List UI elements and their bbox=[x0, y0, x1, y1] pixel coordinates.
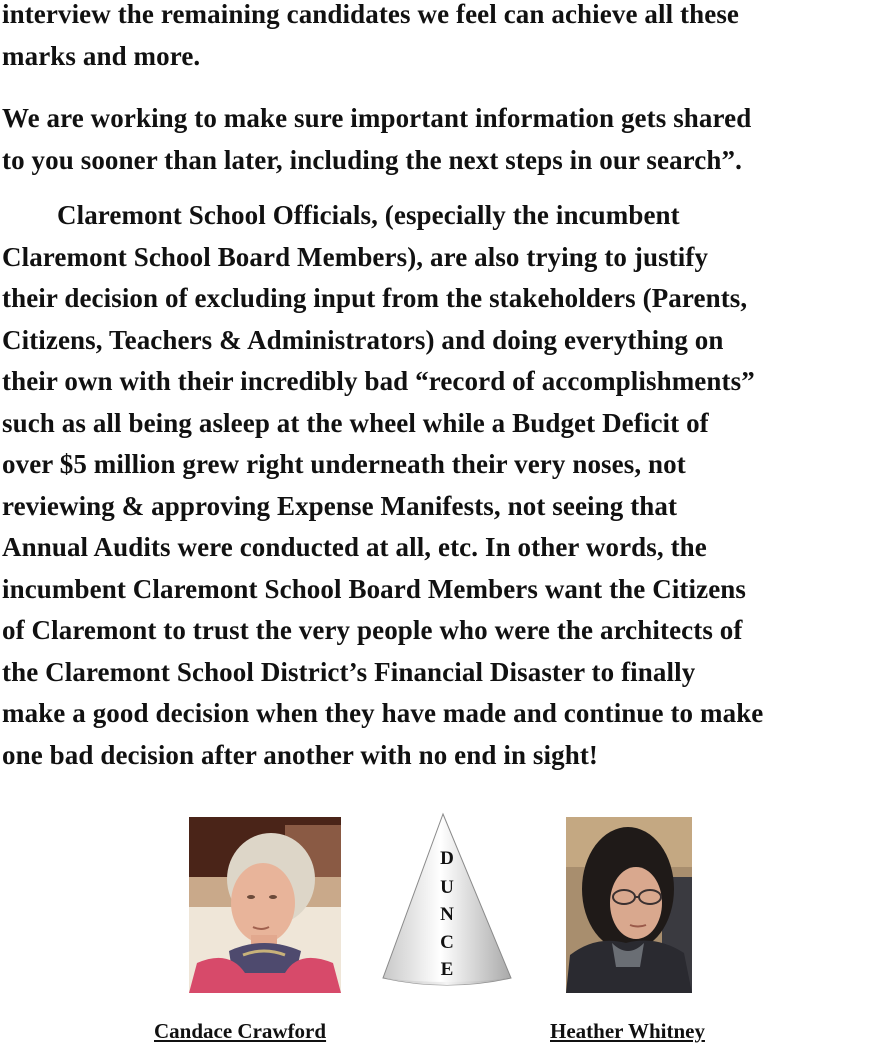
text-line: Claremont School Board Members), are also trying to justify bbox=[2, 241, 709, 272]
text-line: reviewing & approving Expense Manifests, not seeing that bbox=[2, 490, 678, 521]
dunce-letter: D bbox=[440, 848, 454, 869]
text-line: marks and more. bbox=[2, 40, 201, 71]
text-line: interview the remaining candidates we feel can achieve all these bbox=[2, 0, 740, 29]
left-photo-caption: Candace Crawford bbox=[154, 1019, 327, 1043]
dunce-letter: E bbox=[440, 959, 454, 980]
text-line: the Claremont School District’s Financial Disaster to finally bbox=[2, 656, 696, 687]
text-line: Citizens, Teachers & Administrators) and doing everything on bbox=[2, 324, 724, 355]
text-line: such as all being asleep at the wheel while a Budget Deficit of bbox=[2, 407, 709, 438]
text-line: of Claremont to trust the very people who were the architects of bbox=[2, 615, 743, 645]
right-photo-caption: Heather Whitney bbox=[550, 1019, 705, 1043]
paragraph-2 bbox=[2, 98, 880, 181]
dunce-letter: U bbox=[440, 877, 454, 898]
dunce-cap-graphic bbox=[381, 812, 513, 988]
text-line: make a good decision when they have made and continue to make bbox=[2, 698, 764, 728]
candace-crawford-photo bbox=[189, 817, 341, 993]
text-line: to you sooner than later, including the next steps in our search”. bbox=[2, 144, 742, 175]
text-line: over $5 million grew right underneath their very noses, not bbox=[2, 449, 686, 479]
text-line: their decision of excluding input from the stakeholders (Parents, bbox=[2, 283, 748, 313]
paragraph-1 bbox=[2, 0, 880, 77]
paragraph-3 bbox=[2, 195, 880, 776]
text-line: Annual Audits were conducted at all, etc. In other words, the bbox=[2, 532, 707, 562]
heather-whitney-photo bbox=[566, 817, 692, 993]
text-line: We are working to make sure important information gets shared bbox=[2, 103, 752, 133]
text-line: one bad decision after another with no end in sight! bbox=[2, 739, 599, 770]
text-line: Claremont School Officials, (especially the incumbent bbox=[57, 200, 680, 230]
dunce-letter: N bbox=[440, 904, 454, 925]
dunce-letter: C bbox=[440, 932, 454, 953]
text-line: incumbent Claremont School Board Members want the Citizens bbox=[2, 573, 747, 604]
text-line: their own with their incredibly bad “record of accomplishments” bbox=[2, 366, 755, 396]
